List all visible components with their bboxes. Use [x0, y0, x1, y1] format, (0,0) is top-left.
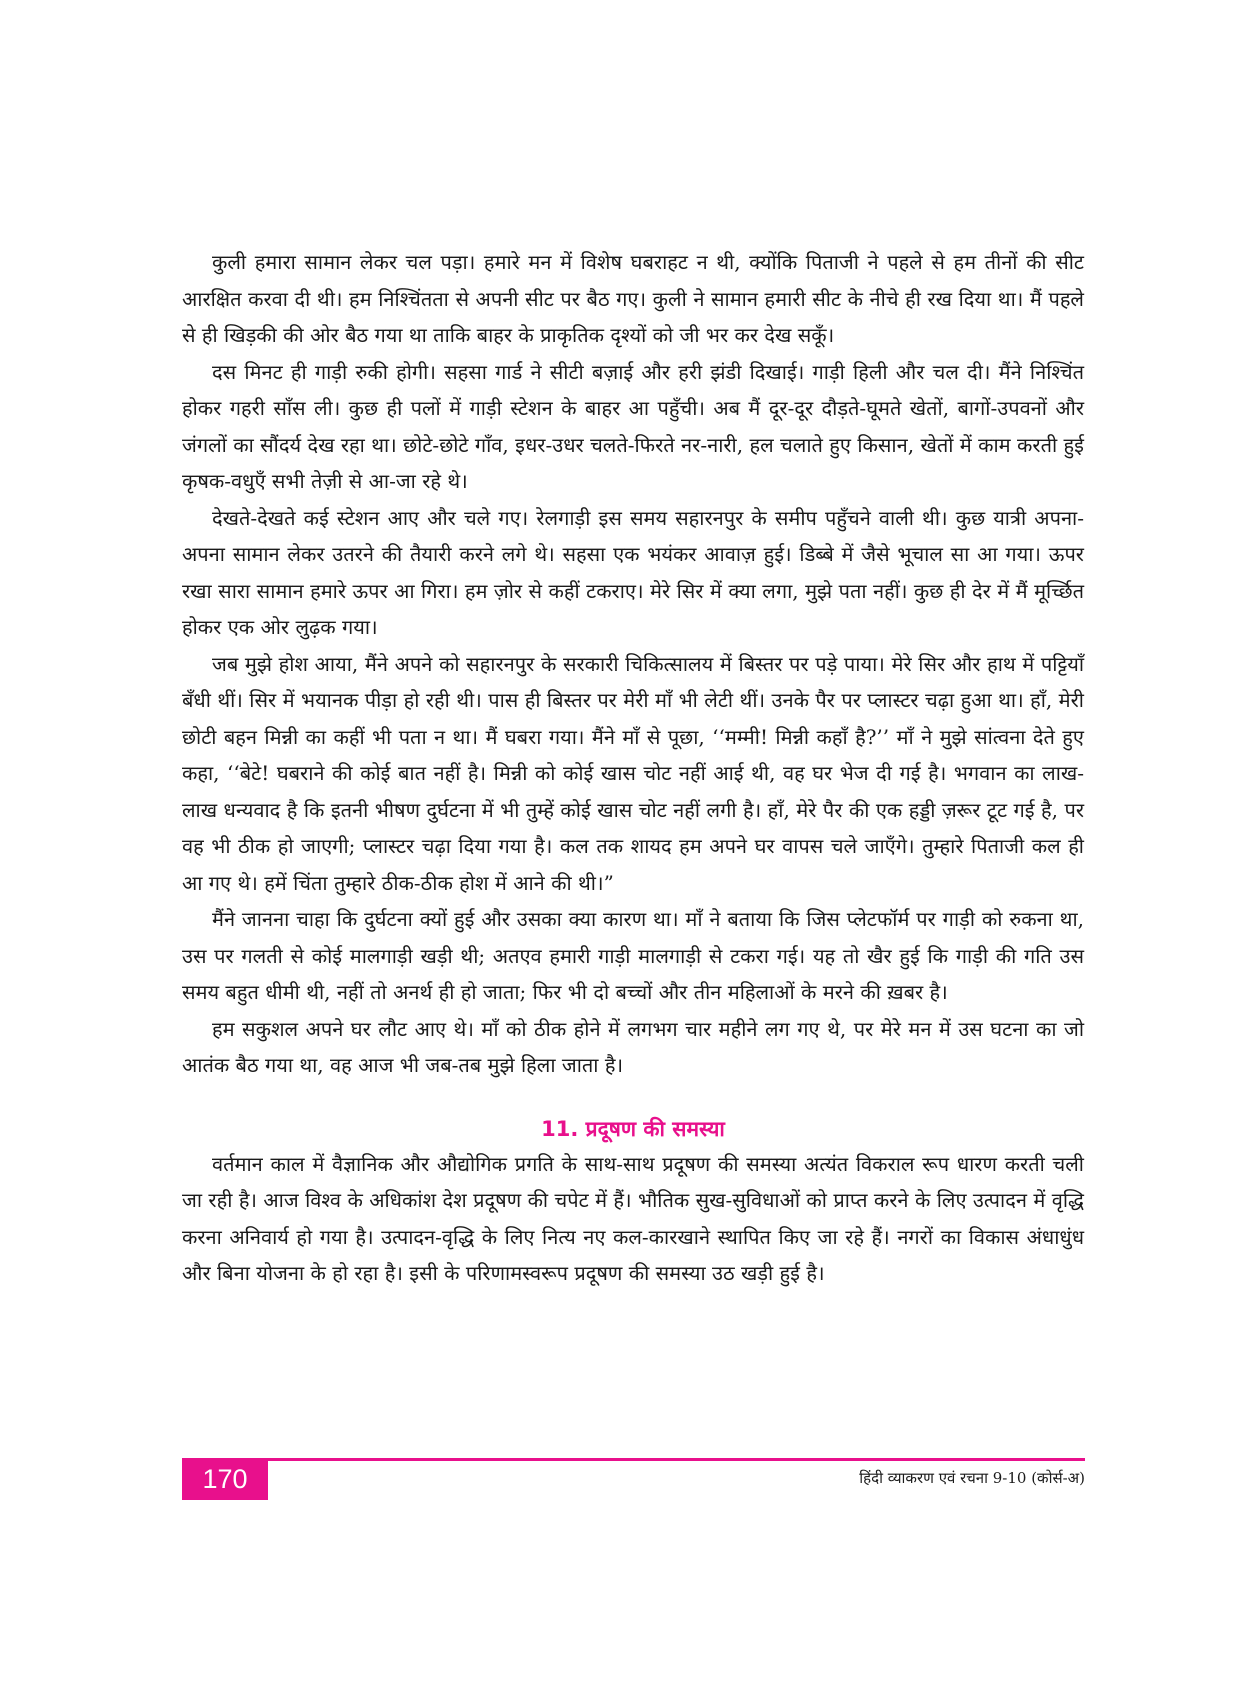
page-number-badge: 170	[182, 1458, 268, 1500]
story-paragraph-5: मैंने जानना चाहा कि दुर्घटना क्यों हुई और उसका क्या कारण था। माँ ने बताया कि जिस प्लेटफॉर्म पर गाड़ी को रुकना था, उस पर गलती से कोई मालगाड़ी खड़ी थी; अतएव हमारी गाड़ी मालगाड़ी से टकरा गई। यह तो खैर हुई कि गाड़ी की गति उस समय बहुत धीमी थी, नहीं तो अनर्थ ही हो जाता; फिर भी दो बच्चों और तीन महिलाओं के मरने की ख़बर है।	[182, 907, 1084, 1004]
story-paragraph-6: हम सकुशल अपने घर लौट आए थे। माँ को ठीक होने में लगभग चार महीने लग गए थे, पर मेरे मन में उस घटना का जो आतंक बैठ गया था, वह आज भी जब-तब मुझे हिला जाता है।	[182, 1016, 1084, 1077]
book-title: हिंदी व्याकरण एवं रचना 9-10 (कोर्स-अ)	[859, 1469, 1085, 1487]
page-content	[182, 244, 1084, 1292]
page-footer	[182, 1458, 1085, 1502]
story-paragraph-2: दस मिनट ही गाड़ी रुकी होगी। सहसा गार्ड ने सीटी बज़ाई और हरी झंडी दिखाई। गाड़ी हिली और चल दी। मैंने निश्चिंत होकर गहरी साँस ली। कुछ ही पलों में गाड़ी स्टेशन के बाहर आ पहुँची। अब मैं दूर-दूर दौड़ते-घूमते खेतों, बागों-उपवनों और जंगलों का सौंदर्य देख रहा था। छोटे-छोटे गाँव, इधर-उधर चलते-फिरते नर-नारी, हल चलाते हुए किसान, खेतों में काम करती हुई कृषक-वधुएँ सभी तेज़ी से आ-जा रहे थे।	[182, 359, 1084, 493]
footer-divider	[182, 1458, 1085, 1461]
section-heading: 11. प्रदूषण की समस्या	[541, 1116, 725, 1141]
story-paragraph-4: जब मुझे होश आया, मैंने अपने को सहारनपुर के सरकारी चिकित्सालय में बिस्तर पर पड़े पाया। मेरे सिर और हाथ में पट्टियाँ बँधी थीं। सिर में भयानक पीड़ा हो रही थी। पास ही बिस्तर पर मेरी माँ भी लेटी थीं। उनके पैर पर प्लास्टर चढ़ा हुआ था। हाँ, मेरी छोटी बहन मिन्नी का कहीं भी पता न था। मैं घबरा गया। मैंने माँ से पूछा, ‘‘मम्मी! मिन्नी कहाँ है?’’ माँ ने मुझे सांत्वना देते हुए कहा, ‘‘बेटे! घबराने की कोई बात नहीं है। मिन्नी को कोई खास चोट नहीं आई थी, वह घर भेज दी गई है। भगवान का लाख-लाख धन्यवाद है कि इतनी भीषण दुर्घटना में भी तुम्हें कोई खास चोट नहीं लगी है। हाँ, मेरे पैर की एक हड्डी ज़रूर टूट गई है, पर वह भी ठीक हो जाएगी; प्लास्टर चढ़ा दिया गया है। कल तक शायद हम अपने घर वापस चले जाएँगे। तुम्हारे पिताजी कल ही आ गए थे। हमें चिंता तुम्हारे ठीक-ठीक होश में आने की थी।”	[182, 651, 1084, 895]
story-paragraph-1: कुली हमारा सामान लेकर चल पड़ा। हमारे मन में विशेष घबराहट न थी, क्योंकि पिताजी ने पहले से हम तीनों की सीट आरक्षित करवा दी थी। हम निश्चिंतता से अपनी सीट पर बैठ गए। कुली ने सामान हमारी सीट के नीचे ही रख दिया था। मैं पहले से ही खिड़की की ओर बैठ गया था ताकि बाहर के प्राकृतिक दृश्यों को जी भर कर देख सकूँ।	[182, 250, 1084, 347]
story-paragraph-3: देखते-देखते कई स्टेशन आए और चले गए। रेलगाड़ी इस समय सहारनपुर के समीप पहुँचने वाली थी। कुछ यात्री अपना-अपना सामान लेकर उतरने की तैयारी करने लगे थे। सहसा एक भयंकर आवाज़ हुई। डिब्बे में जैसे भूचाल सा आ गया। ऊपर रखा सारा सामान हमारे ऊपर आ गिरा। हम ज़ोर से कहीं टकराए। मेरे सिर में क्या लगा, मुझे पता नहीं। कुछ ही देर में मैं मूर्च्छित होकर एक ओर लुढ़क गया।	[182, 505, 1084, 639]
section-paragraph: वर्तमान काल में वैज्ञानिक और औद्योगिक प्रगति के साथ-साथ प्रदूषण की समस्या अत्यंत विकराल रूप धारण करती चली जा रही है। आज विश्व के अधिकांश देश प्रदूषण की चपेट में हैं। भौतिक सुख-सुविधाओं को प्राप्त करने के लिए उत्पादन में वृद्धि करना अनिवार्य हो गया है। उत्पादन-वृद्धि के लिए नित्य नए कल-कारखाने स्थापित किए जा रहे हैं। नगरों का विकास अंधाधुंध और बिना योजना के हो रहा है। इसी के परिणामस्वरूप प्रदूषण की समस्या उठ खड़ी हुई है।	[182, 1151, 1084, 1285]
